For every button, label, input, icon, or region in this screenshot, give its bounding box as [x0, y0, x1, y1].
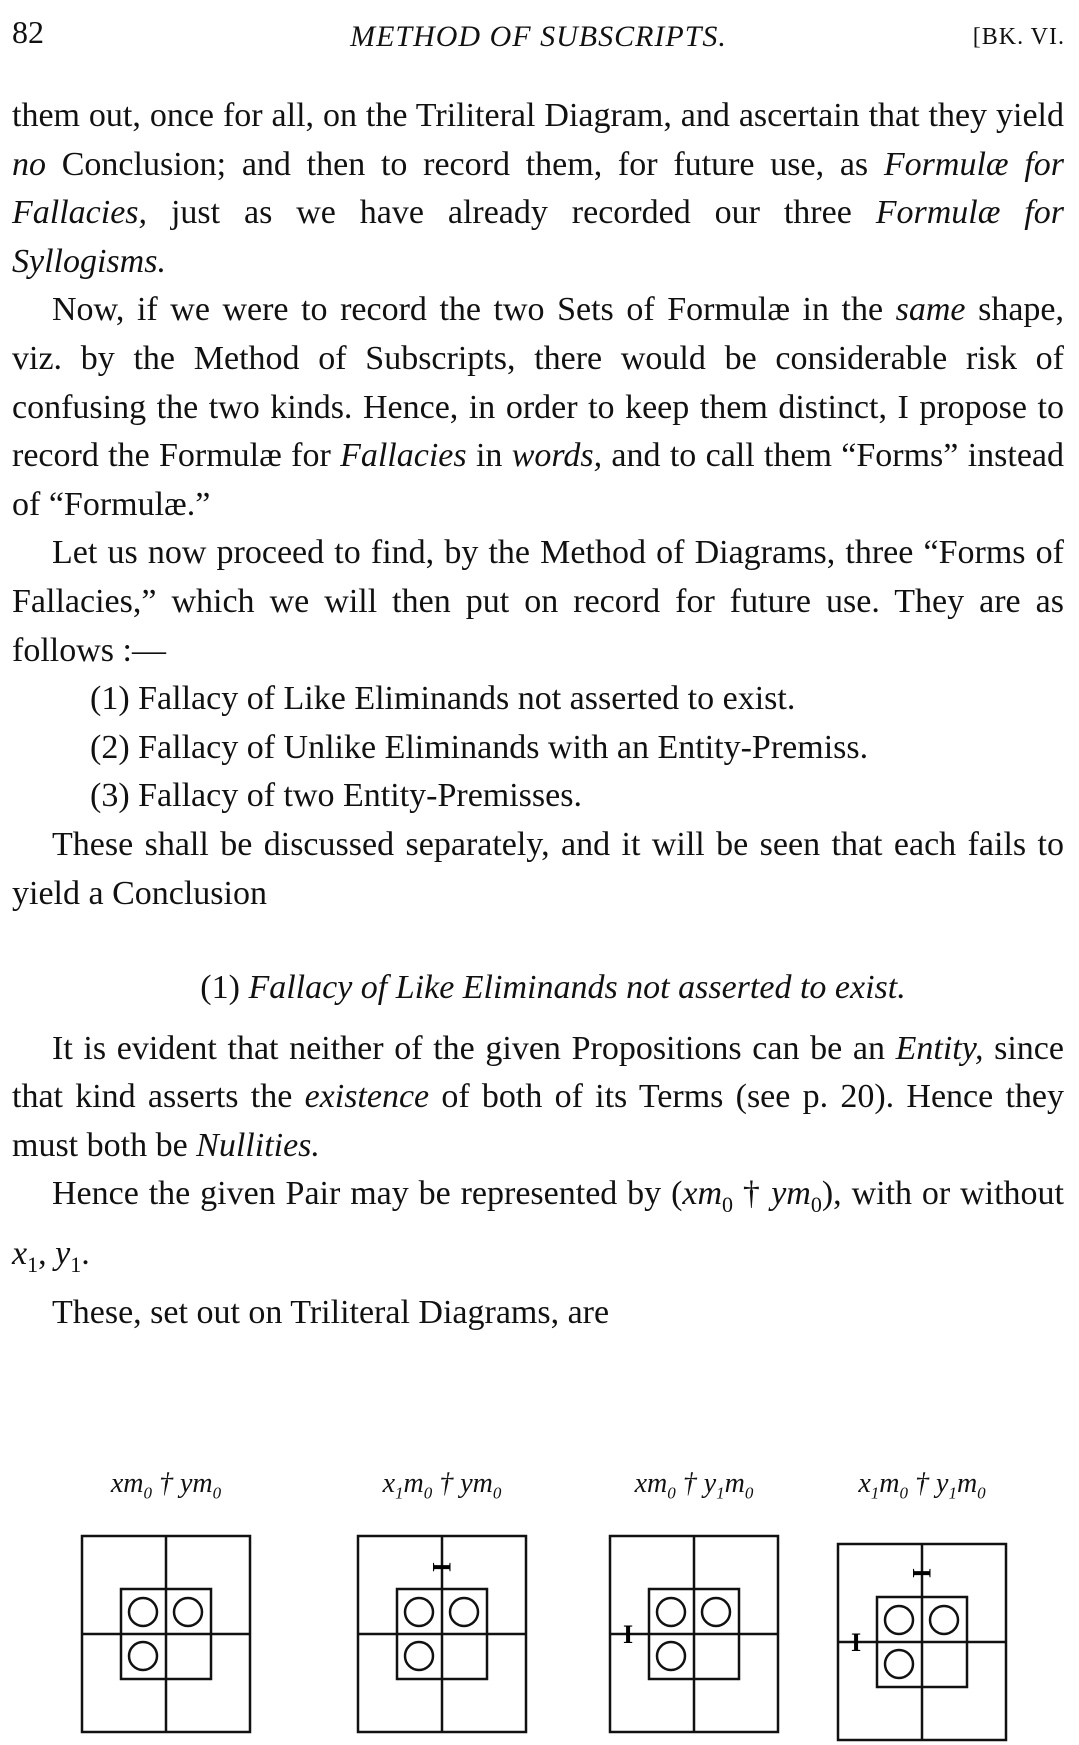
list-item-1: (1) Fallacy of Like Eliminands not asserted to exist.	[90, 680, 796, 718]
diagram-2-grid	[356, 1534, 528, 1734]
paragraph-6: Hence the given Pair may be represented by ($xm_0$ † $ym_0$), with or without $x_1$, $y_1$.	[12, 1175, 1064, 1277]
triliteral-diagrams	[0, 1468, 1079, 1745]
section-heading: (1) Fallacy of Like Eliminands not asserted to exist.	[200, 969, 906, 1007]
list-item-2: (2) Fallacy of Unlike Eliminands with an Entity-Premiss.	[90, 728, 869, 766]
paragraph-2: Now, if we were to record the two Sets of Formulæ in the same shape, viz. by the Method of Subscripts, there would be considerable risk of confusing the two kinds. Hence, in order to keep them distinct, I propose to record the Formulæ for Fallacies in words, and to call them “Forms” instead of “Formulæ.”	[12, 291, 1065, 523]
diagram-4-grid	[836, 1542, 1008, 1742]
diagram-2-label: $x_1m_0$ † $ym_0$	[382, 1468, 502, 1503]
diagram-2-mark-1: I	[427, 1561, 456, 1573]
diagram-3-label: $xm_0$ † $y_1m_0$	[634, 1468, 754, 1503]
diagram-4-label: $x_1m_0$ † $y_1m_0$	[858, 1468, 986, 1503]
list-item-3: (3) Fallacy of two Entity-Premisses.	[90, 777, 582, 815]
diagram-3-mark-1: I	[622, 1620, 634, 1649]
running-header	[12, 14, 1065, 58]
page-body	[12, 92, 1064, 1338]
diagram-4-mark-2: I	[850, 1628, 862, 1657]
book-reference: [BK. VI.	[972, 24, 1065, 50]
paragraph-5: It is evident that neither of the given Propositions can be an Entity, since that kind asserts the existence of both of its Terms (see p. 20). Hence they must both be Nullities.	[12, 1029, 1064, 1164]
paragraph-7: These, set out on Triliteral Diagrams, are	[52, 1294, 610, 1332]
diagram-1-grid	[80, 1534, 252, 1734]
page-number: 82	[12, 14, 44, 50]
diagram-3-grid	[608, 1534, 780, 1734]
diagram-1-label: $xm_0$ † $ym_0$	[110, 1468, 222, 1503]
diagram-4-mark-1: I	[907, 1567, 936, 1579]
paragraph-1: them out, once for all, on the Triliteral Diagram, and ascertain that they yield no Conclusion; and then to record them, for future use, as Formulæ for Fallacies, just as we have already recorded our three Formulæ for Syllogisms.	[12, 97, 1064, 280]
paragraph-3: Let us now proceed to find, by the Method of Diagrams, three “Forms of Fallacies,” which we will then put on record for future use. They are as follows :—	[12, 534, 1064, 669]
paragraph-4: These shall be discussed separately, and it will be seen that each fails to yield a Conclusion	[12, 825, 1064, 912]
running-title: METHOD OF SUBSCRIPTS.	[350, 20, 727, 53]
